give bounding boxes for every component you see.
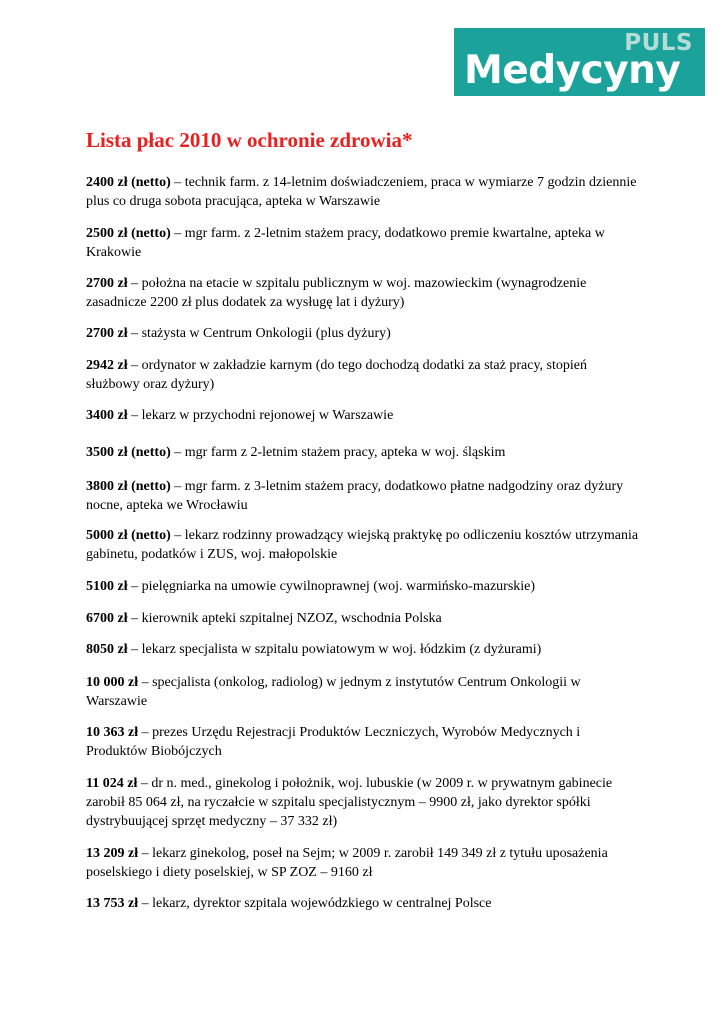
salary-description: – położna na etacie w szpitalu publicznym w woj. mazowieckim (wynagrodzenie zasadnicze 2200 zł plus dodatek za wysługę lat i dyżury) — [86, 276, 587, 310]
salary-description: – lekarz w przychodni rejonowej w Warszawie — [127, 408, 394, 423]
salary-description: – lekarz rodzinny prowadzący wiejską praktykę po odliczeniu kosztów utrzymania gabinetu, podatków i ZUS, woj. małopolskie — [86, 528, 639, 562]
salary-description: – dr n. med., ginekolog i położnik, woj. lubuskie (w 2009 r. w prywatnym gabinecie zarobił 85 064 zł, na ryczałcie w szpitalu specjalistycznym – 9900 zł, jako dyrektor spółki dystrybuującej sprzęt medyczny – 37 332 zł) — [86, 776, 613, 829]
salary-amount: 10 000 zł — [86, 675, 139, 690]
salary-entry — [86, 324, 641, 343]
logo-puls-text: PULS — [624, 30, 693, 56]
salary-entry — [86, 477, 641, 515]
salary-description: – lekarz, dyrektor szpitala wojewódzkiego w centralnej Polsce — [138, 896, 492, 911]
salary-description: – mgr farm. z 3-letnim stażem pracy, dodatkowo płatne nadgodziny oraz dyżury nocne, apteka we Wrocławiu — [86, 479, 624, 513]
logo-medycyny-text: Medycyny — [464, 48, 681, 93]
salary-entry — [86, 774, 641, 831]
salary-description: – lekarz specjalista w szpitalu powiatowym w woj. łódzkim (z dyżurami) — [127, 642, 542, 657]
salary-entry — [86, 723, 641, 761]
salary-entry — [86, 224, 641, 262]
salary-amount: 11 024 zł — [86, 776, 138, 791]
salary-entry — [86, 443, 641, 462]
salary-amount: 8050 zł — [86, 642, 128, 657]
salary-description: – pielęgniarka na umowie cywilnoprawnej (woj. warmińsko-mazurskie) — [127, 579, 536, 594]
salary-entry — [86, 274, 641, 312]
salary-entry — [86, 894, 641, 913]
salary-entry — [86, 609, 641, 628]
salary-entry — [86, 844, 641, 882]
salary-description: – technik farm. z 14-letnim doświadczeniem, praca w wymiarze 7 godzin dziennie plus co druga sobota pracująca, apteka w Warszawie — [86, 175, 637, 209]
salary-amount: 3800 zł (netto) — [86, 479, 171, 494]
salary-entry — [86, 640, 641, 659]
salary-amount: 2700 zł — [86, 276, 128, 291]
salary-amount: 3500 zł (netto) — [86, 445, 171, 460]
salary-description: – mgr farm. z 2-letnim stażem pracy, dodatkowo premie kwartalne, apteka w Krakowie — [86, 226, 605, 260]
salary-description: – mgr farm z 2-letnim stażem pracy, apteka w woj. śląskim — [170, 445, 506, 460]
salary-entry — [86, 406, 641, 425]
salary-amount: 5100 zł — [86, 579, 128, 594]
salary-amount: 10 363 zł — [86, 725, 139, 740]
salary-amount: 2942 zł — [86, 358, 128, 373]
puls-medycyny-logo — [454, 28, 705, 96]
salary-description: – kierownik apteki szpitalnej NZOZ, wschodnia Polska — [127, 611, 442, 626]
page-title: Lista płac 2010 w ochronie zdrowia* — [86, 128, 413, 152]
salary-description: – ordynator w zakładzie karnym (do tego dochodzą dodatki za staż pracy, stopień służbowy oraz dyżury) — [86, 358, 587, 392]
salary-amount: 3400 zł — [86, 408, 128, 423]
salary-amount: 13 209 zł — [86, 846, 139, 861]
salary-entry — [86, 526, 641, 564]
salary-amount: 2700 zł — [86, 326, 128, 341]
salary-entry — [86, 577, 641, 596]
salary-amount: 6700 zł — [86, 611, 128, 626]
salary-entry — [86, 673, 641, 711]
salary-amount: 5000 zł (netto) — [86, 528, 171, 543]
salary-amount: 2500 zł (netto) — [86, 226, 171, 241]
salary-amount: 2400 zł (netto) — [86, 175, 171, 190]
salary-description: – specjalista (onkolog, radiolog) w jednym z instytutów Centrum Onkologii w Warszawie — [86, 675, 581, 709]
salary-description: – stażysta w Centrum Onkologii (plus dyżury) — [127, 326, 391, 341]
salary-entry — [86, 356, 641, 394]
salary-description: – lekarz ginekolog, poseł na Sejm; w 2009 r. zarobił 149 349 zł z tytułu uposażenia poselskiego i diety poselskiej, w SP ZOZ – 9160 zł — [86, 846, 608, 880]
salary-amount: 13 753 zł — [86, 896, 139, 911]
salary-description: – prezes Urzędu Rejestracji Produktów Leczniczych, Wyrobów Medycznych i Produktów Biobójczych — [86, 725, 581, 759]
salary-entry — [86, 173, 641, 211]
